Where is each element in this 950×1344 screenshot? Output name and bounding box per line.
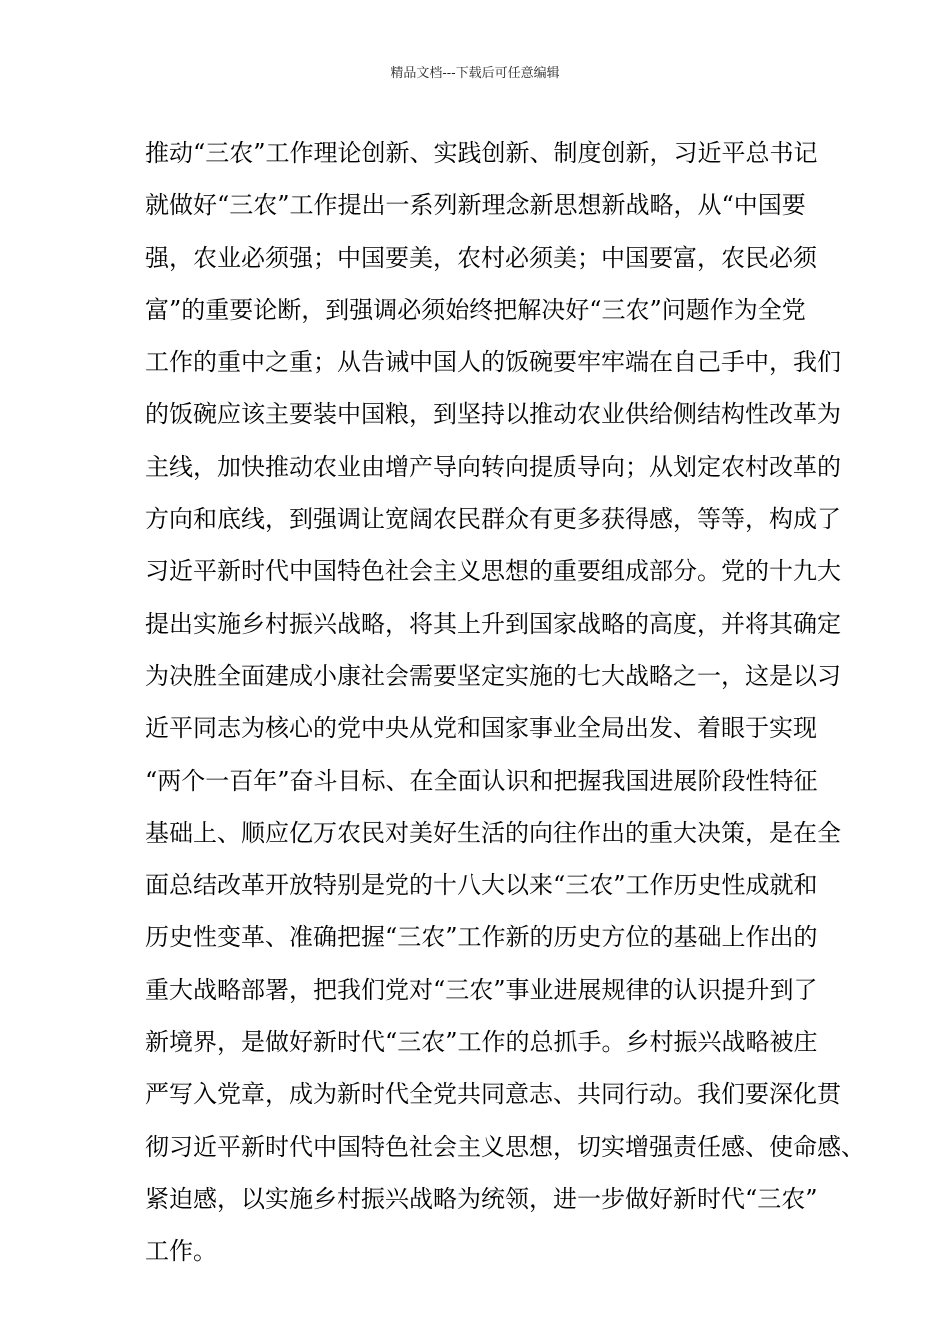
text-line: 富”的重要论断，到强调必须始终把解决好“三农”问题作为全党 — [145, 295, 806, 324]
text-line: 为决胜全面建成小康社会需要坚定实施的七大战略之一，这是以习 — [145, 661, 841, 690]
page-header: 精品文档---下载后可任意编辑 — [390, 66, 560, 81]
text-line: 历史性变革、准确把握“三农”工作新的历史方位的基础上作出的 — [145, 923, 818, 952]
text-line: 彻习近平新时代中国特色社会主义思想，切实增强责任感、使命感、 — [145, 1132, 865, 1161]
text-line: 基础上、顺应亿万农民对美好生活的向往作出的重大决策，是在全 — [145, 818, 841, 847]
text-line: 方向和底线，到强调让宽阔农民群众有更多获得感，等等，构成了 — [145, 505, 841, 534]
text-line: 强，农业必须强；中国要美，农村必须美；中国要富，农民必须 — [145, 243, 817, 272]
text-line: 紧迫感，以实施乡村振兴战略为统领，进一步做好新时代“三农” — [145, 1184, 818, 1213]
text-line: 习近平新时代中国特色社会主义思想的重要组成部分。党的十九大 — [145, 557, 841, 586]
text-line: 面总结改革开放特别是党的十八大以来“三农”工作历史性成就和 — [145, 871, 818, 900]
text-line: 的饭碗应该主要装中国粮，到坚持以推动农业供给侧结构性改革为 — [145, 400, 841, 429]
text-line: 近平同志为核心的党中央从党和国家事业全局出发、着眼于实现 — [145, 714, 817, 743]
text-line: 新境界，是做好新时代“三农”工作的总抓手。乡村振兴战略被庄 — [145, 1028, 818, 1057]
text-line: 就做好“三农”工作提出一系列新理念新思想新战略，从“中国要 — [145, 191, 806, 220]
text-line: 工作。 — [145, 1237, 217, 1266]
text-line: 推动“三农”工作理论创新、实践创新、制度创新，习近平总书记 — [145, 139, 818, 167]
text-line: 提出实施乡村振兴战略，将其上升到国家战略的高度，并将其确定 — [145, 609, 841, 638]
text-line: 工作的重中之重；从告诫中国人的饭碗要牢牢端在自己手中，我们 — [145, 348, 841, 377]
text-line: 重大战略部署，把我们党对“三农”事业进展规律的认识提升到了 — [145, 975, 818, 1004]
text-line: 严写入党章，成为新时代全党共同意志、共同行动。我们要深化贯 — [145, 1080, 841, 1109]
body-paragraph — [145, 127, 865, 1278]
text-line: 主线，加快推动农业由增产导向转向提质导向；从划定农村改革的 — [145, 452, 841, 481]
text-line: “两个一百年”奋斗目标、在全面认识和把握我国进展阶段性特征 — [145, 766, 818, 795]
